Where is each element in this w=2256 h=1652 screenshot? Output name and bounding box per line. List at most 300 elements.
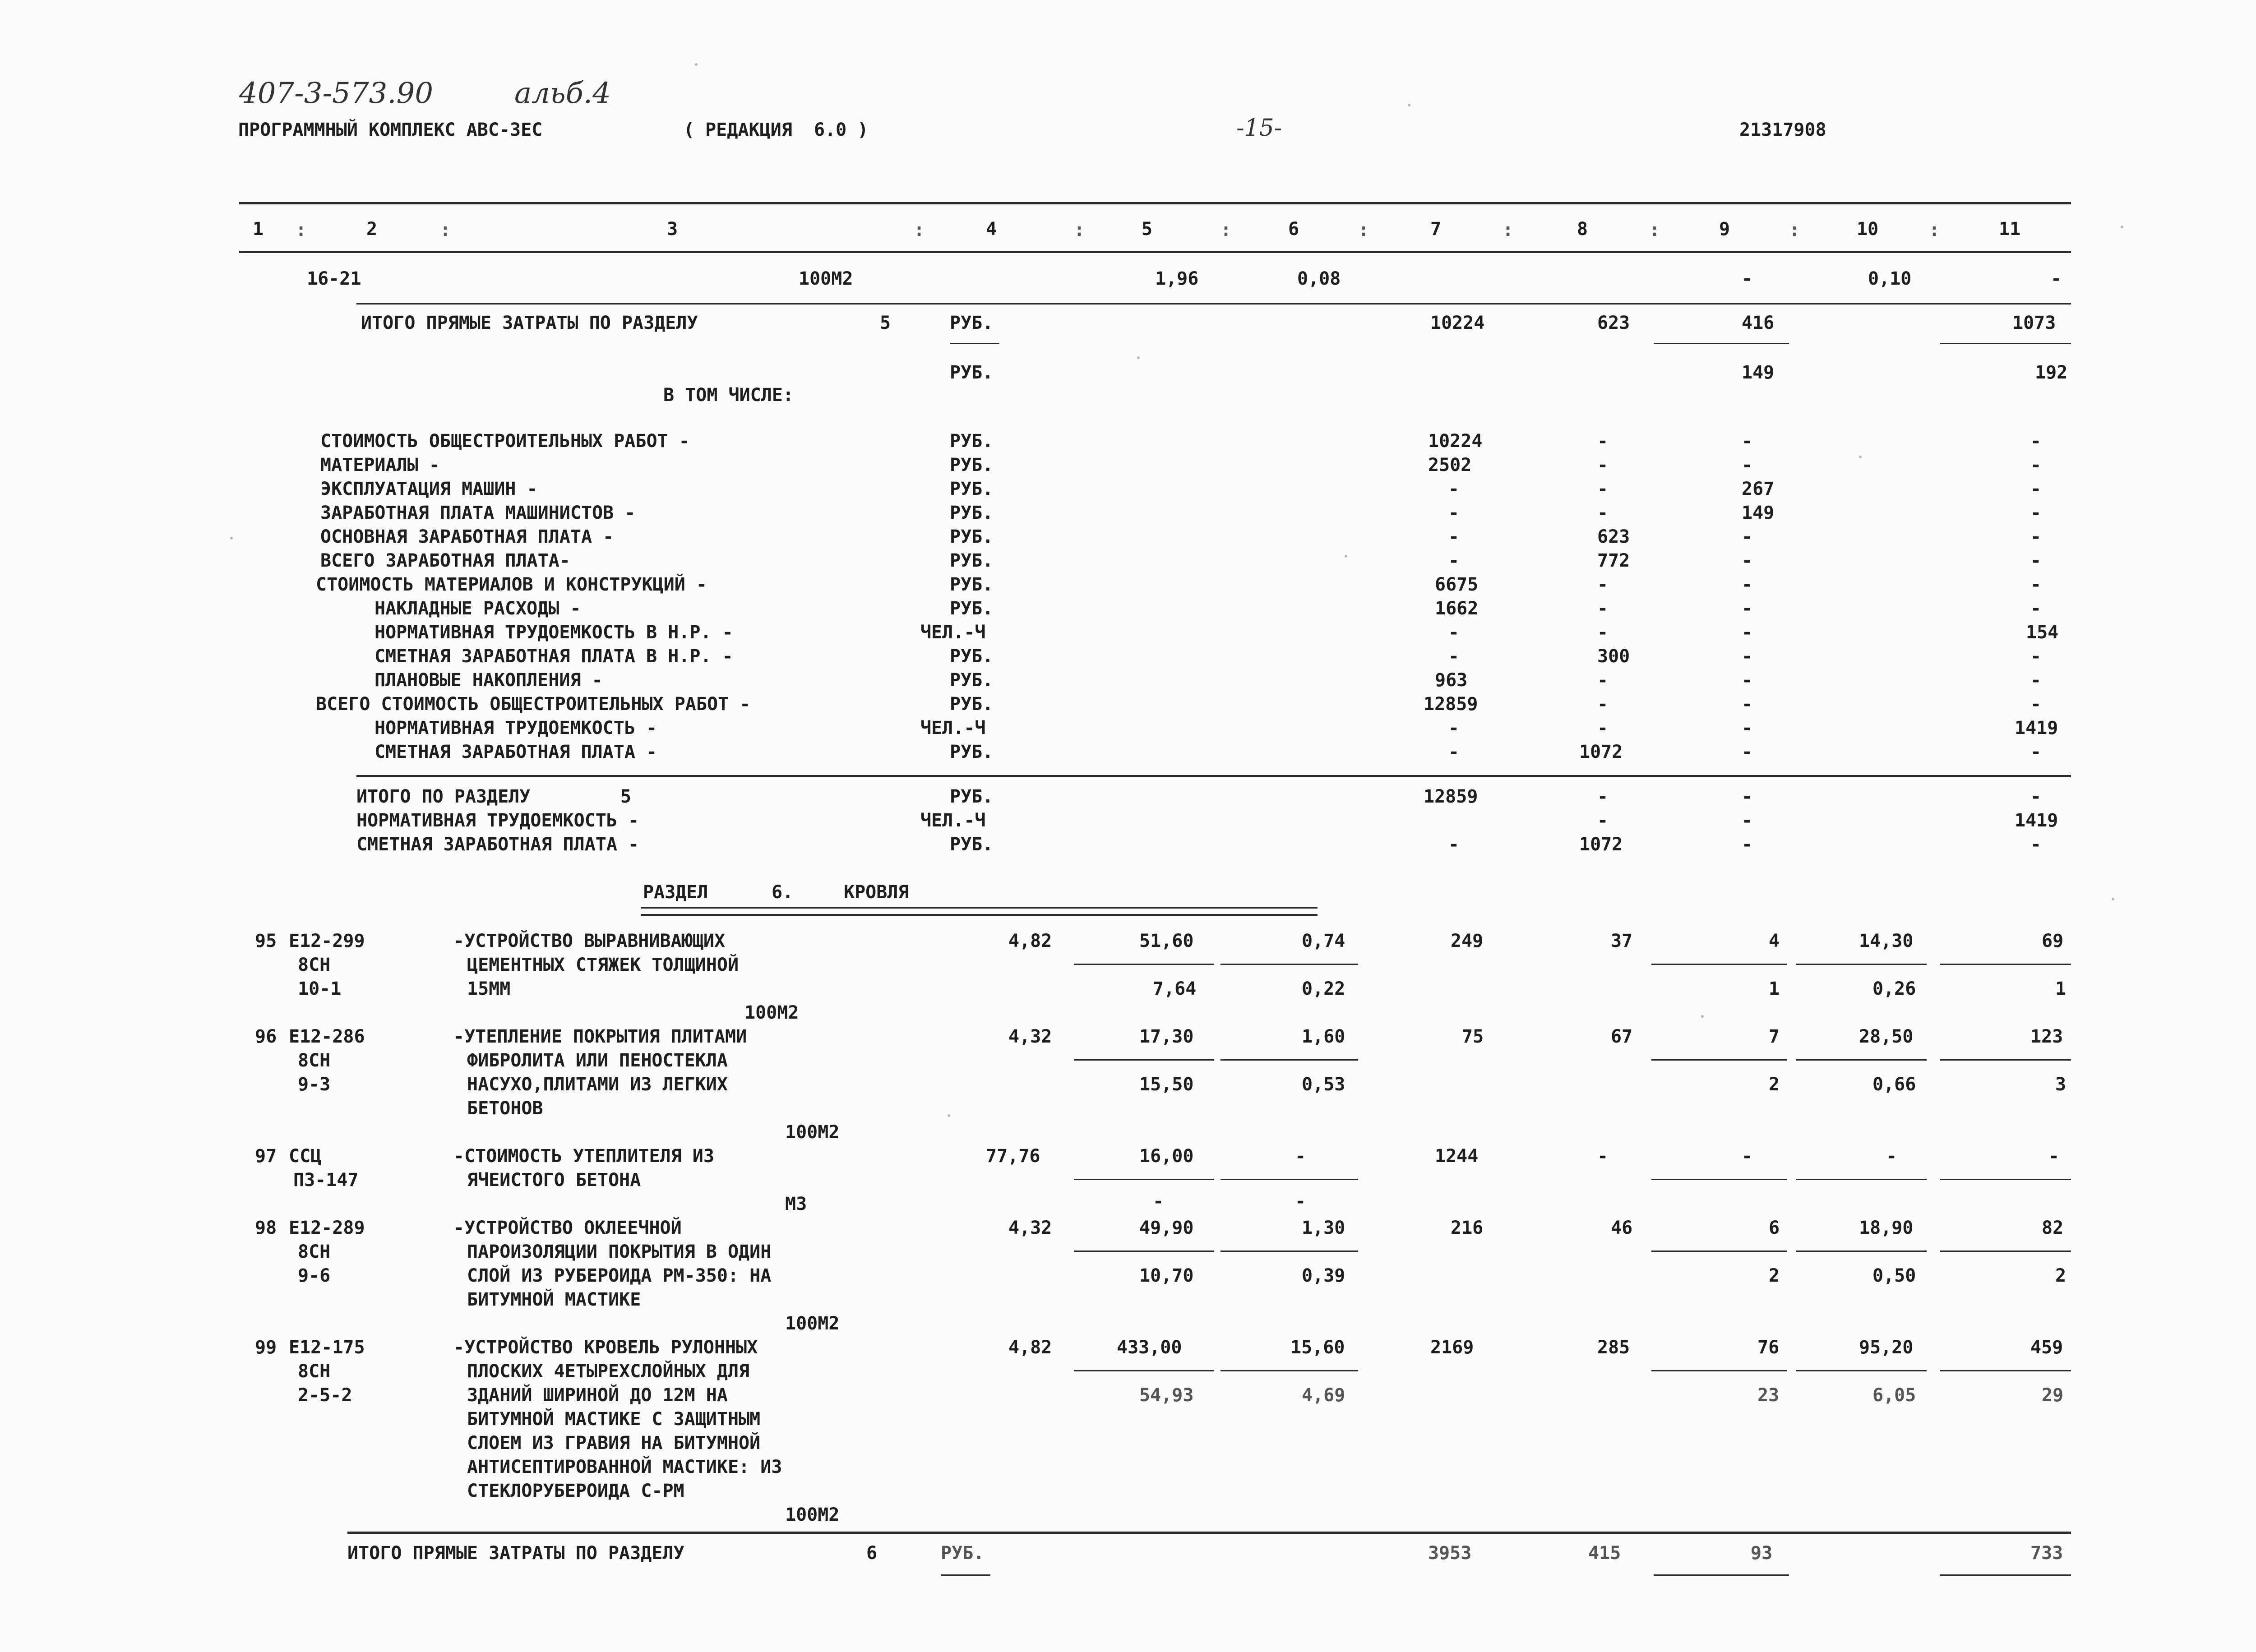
breakdown-label: ЗАРАБОТНАЯ ПЛАТА МАШИНИСТОВ - — [320, 503, 636, 523]
item-c9b: 2 — [1769, 1074, 1780, 1095]
item-unit: 100М2 — [785, 1122, 840, 1143]
final-label: ИТОГО ПО РАЗДЕЛУ — [356, 786, 531, 807]
breakdown-c9: - — [1742, 694, 1753, 715]
total-label: ИТОГО ПРЯМЫЕ ЗАТРАТЫ ПО РАЗДЕЛУ — [347, 1543, 684, 1564]
rule — [1796, 964, 1927, 965]
col-separators: : — [1929, 220, 1940, 240]
item-c11: 82 — [2042, 1218, 2064, 1238]
handwritten-project-code: 407-3-573.90 — [239, 77, 434, 110]
breakdown-c8: - — [1597, 622, 1609, 643]
item-c11: 69 — [2042, 931, 2064, 951]
breakdown-label: НОРМАТИВНАЯ ТРУДОЕМКОСТЬ - — [374, 718, 657, 738]
final-c9: - — [1742, 834, 1753, 855]
item-c5b: 7,64 — [1153, 978, 1197, 999]
item-c4: 4,32 — [1008, 1026, 1052, 1047]
item-desc: БИТУМНОЙ МАСТИКЕ — [467, 1289, 641, 1310]
item-number: 96 — [255, 1026, 277, 1047]
final-unit: РУБ. — [950, 786, 994, 807]
col-2: 2 — [366, 219, 378, 240]
col-5: 5 — [1142, 219, 1153, 240]
rule — [1220, 1059, 1358, 1061]
item-desc: -СТОИМОСТЬ УТЕПЛИТЕЛЯ ИЗ — [453, 1146, 714, 1167]
scan-speck — [1137, 356, 1140, 359]
breakdown-c9: 149 — [1742, 503, 1775, 523]
item-c10: 14,30 — [1859, 931, 1914, 951]
item-c6: 0,74 — [1302, 931, 1345, 951]
col-separators: : — [1220, 220, 1232, 240]
breakdown-c8: - — [1597, 455, 1609, 475]
breakdown-c7: 12859 — [1424, 694, 1478, 715]
double-underline — [641, 907, 1318, 916]
total-c7: 10224 — [1430, 313, 1485, 333]
item-c10b: 0,26 — [1872, 978, 1916, 999]
total-c7: 3953 — [1428, 1543, 1472, 1564]
breakdown-c11: 1419 — [2015, 718, 2058, 738]
total-label: ИТОГО ПРЯМЫЕ ЗАТРАТЫ ПО РАЗДЕЛУ — [361, 313, 698, 333]
item-c5: 433,00 — [1117, 1337, 1182, 1358]
carry-unit: 100М2 — [799, 268, 853, 289]
item-c4: 4,82 — [1008, 1337, 1052, 1358]
breakdown-c7: - — [1448, 646, 1460, 667]
breakdown-c11: - — [2030, 574, 2042, 595]
breakdown-c9: - — [1742, 646, 1753, 667]
col-10: 10 — [1857, 219, 1879, 240]
item-desc: СТЕКЛОРУБЕРОИДА С-РМ — [467, 1481, 684, 1501]
carry-c11: - — [2051, 268, 2062, 289]
item-c5: 51,60 — [1139, 931, 1194, 951]
rule — [1651, 1370, 1787, 1371]
breakdown-c9: - — [1742, 550, 1753, 571]
item-c4: 77,76 — [986, 1146, 1040, 1167]
item-c11b: 29 — [2042, 1385, 2064, 1406]
col-separators: : — [1502, 220, 1514, 240]
breakdown-c9: - — [1742, 622, 1753, 643]
breakdown-c9: - — [1742, 526, 1753, 547]
item-code-3: 9-3 — [298, 1074, 331, 1095]
final-c9: - — [1742, 786, 1753, 807]
item-c6b: 0,22 — [1302, 978, 1345, 999]
carry-code: 16-21 — [307, 268, 361, 289]
item-number: 97 — [255, 1146, 277, 1167]
item-code: Е12-286 — [289, 1026, 365, 1047]
item-desc: 15ММ — [467, 978, 511, 999]
rule — [1796, 1370, 1927, 1371]
breakdown-c8: - — [1597, 479, 1609, 499]
col-separators: : — [1074, 220, 1085, 240]
edition: ( РЕДАКЦИЯ 6.0 ) — [684, 120, 869, 140]
rule — [1940, 343, 2071, 344]
breakdown-label: ОСНОВНАЯ ЗАРАБОТНАЯ ПЛАТА - — [320, 526, 614, 547]
item-c5b: 54,93 — [1139, 1385, 1194, 1406]
breakdown-unit: РУБ. — [950, 479, 994, 499]
breakdown-c7: - — [1448, 526, 1460, 547]
total-unit: РУБ. — [941, 1543, 985, 1564]
breakdown-c7: - — [1448, 479, 1460, 499]
item-code: Е12-289 — [289, 1218, 365, 1238]
breakdown-c7: - — [1448, 550, 1460, 571]
rule — [1074, 1179, 1214, 1180]
col-4: 4 — [986, 219, 997, 240]
item-desc: НАСУХО,ПЛИТАМИ ИЗ ЛЕГКИХ — [467, 1074, 728, 1095]
item-code-2: П3-147 — [293, 1170, 359, 1191]
item-code-2: 8СН — [298, 1361, 331, 1382]
breakdown-label: МАТЕРИАЛЫ - — [320, 455, 440, 475]
total-c9b: 149 — [1742, 362, 1775, 383]
total-c8: 415 — [1588, 1543, 1621, 1564]
item-code: Е12-175 — [289, 1337, 365, 1358]
item-code: Е12-299 — [289, 931, 365, 951]
item-c8: 285 — [1597, 1337, 1630, 1358]
total-c8: 623 — [1597, 313, 1630, 333]
item-code-3: 9-6 — [298, 1265, 331, 1286]
rule — [356, 775, 2071, 777]
item-c11b: 3 — [2055, 1074, 2066, 1095]
rule — [1940, 964, 2071, 965]
final-c8: 1072 — [1579, 834, 1623, 855]
breakdown-label: СТОИМОСТЬ ОБЩЕСТРОИТЕЛЬНЫХ РАБОТ - — [320, 431, 690, 452]
final-unit: РУБ. — [950, 834, 994, 855]
breakdown-c11: - — [2030, 550, 2042, 571]
col-3: 3 — [667, 219, 678, 240]
scan-speck — [1701, 1015, 1704, 1018]
rule — [1220, 1370, 1358, 1371]
rule — [347, 1532, 2071, 1534]
breakdown-label: ВСЕГО СТОИМОСТЬ ОБЩЕСТРОИТЕЛЬНЫХ РАБОТ - — [316, 694, 751, 715]
breakdown-c7: - — [1448, 503, 1460, 523]
breakdown-c11: 154 — [2026, 622, 2059, 643]
final-c11: 1419 — [2015, 810, 2058, 831]
item-code-2: 8СН — [298, 1050, 331, 1071]
col-separators: : — [914, 220, 925, 240]
item-unit: М3 — [785, 1194, 807, 1214]
item-code-2: 8СН — [298, 1241, 331, 1262]
breakdown-c9: - — [1742, 718, 1753, 738]
total-c9: 93 — [1751, 1543, 1773, 1564]
item-c9: 4 — [1769, 931, 1780, 951]
item-c6: 1,30 — [1302, 1218, 1345, 1238]
item-c11: 123 — [2030, 1026, 2063, 1047]
final-c11: - — [2030, 786, 2042, 807]
breakdown-c7: 2502 — [1428, 455, 1472, 475]
rule — [1651, 1059, 1787, 1061]
breakdown-c8: 1072 — [1579, 742, 1623, 762]
item-desc: -УСТРОЙСТВО ОКЛЕЕЧНОЙ — [453, 1218, 682, 1238]
item-unit: 100М2 — [785, 1504, 840, 1525]
scan-speck — [1859, 456, 1862, 458]
final-num: 5 — [620, 786, 632, 807]
breakdown-c9: - — [1742, 670, 1753, 691]
rule — [1074, 1251, 1214, 1252]
final-c7: 12859 — [1424, 786, 1478, 807]
item-number: 98 — [255, 1218, 277, 1238]
scan-speck — [1345, 555, 1347, 558]
item-c10: 95,20 — [1859, 1337, 1914, 1358]
breakdown-label: ПЛАНОВЫЕ НАКОПЛЕНИЯ - — [374, 670, 603, 691]
breakdown-c7: 10224 — [1428, 431, 1483, 452]
rule — [1074, 964, 1214, 965]
item-c5b: 10,70 — [1139, 1265, 1194, 1286]
breakdown-c7: 6675 — [1435, 574, 1479, 595]
col-separators: : — [440, 220, 451, 240]
item-c10: - — [1886, 1146, 1897, 1167]
item-c8: 37 — [1611, 931, 1633, 951]
breakdown-c11: - — [2030, 694, 2042, 715]
item-c9: 7 — [1769, 1026, 1780, 1047]
breakdown-c8: - — [1597, 431, 1609, 452]
item-desc: -УСТРОЙСТВО ВЫРАВНИВАЮЩИХ — [453, 931, 726, 951]
item-c6: - — [1295, 1146, 1306, 1167]
item-c7: 216 — [1451, 1218, 1484, 1238]
final-c8: - — [1597, 810, 1609, 831]
total-section-num: 5 — [880, 313, 891, 333]
item-c6b: 0,39 — [1302, 1265, 1345, 1286]
rule — [1940, 1179, 2071, 1180]
rule — [1074, 1370, 1214, 1371]
item-c7: 75 — [1462, 1026, 1484, 1047]
item-desc: ПЛОСКИХ 4ЕТЫРЕХСЛОЙНЫХ ДЛЯ — [467, 1361, 750, 1382]
item-c5: 49,90 — [1139, 1218, 1194, 1238]
item-c9: 6 — [1769, 1218, 1780, 1238]
item-c7: 2169 — [1430, 1337, 1474, 1358]
item-c8: - — [1597, 1146, 1609, 1167]
item-c7: 249 — [1451, 931, 1484, 951]
scan-speck — [2121, 226, 2123, 228]
item-desc: ЗДАНИЙ ШИРИНОЙ ДО 12М НА — [467, 1385, 728, 1406]
breakdown-c7: 1662 — [1435, 598, 1479, 619]
col-separators: : — [1358, 220, 1369, 240]
breakdown-label: СТОИМОСТЬ МАТЕРИАЛОВ И КОНСТРУКЦИЙ - — [316, 574, 707, 595]
handwritten-album: альб.4 — [514, 77, 611, 110]
breakdown-c8: 623 — [1597, 526, 1630, 547]
item-code-2: 8СН — [298, 955, 331, 975]
item-code: ССЦ — [289, 1146, 322, 1167]
breakdown-c11: - — [2030, 598, 2042, 619]
total-c11: 733 — [2030, 1543, 2063, 1564]
breakdown-unit: РУБ. — [950, 574, 994, 595]
carry-c10: 0,10 — [1868, 268, 1912, 289]
section-name: КРОВЛЯ — [844, 882, 909, 903]
final-unit: ЧЕЛ.-Ч — [920, 810, 986, 831]
breakdown-c11: - — [2030, 455, 2042, 475]
scan-speck — [230, 537, 233, 540]
item-c6b: 0,53 — [1302, 1074, 1345, 1095]
breakdown-unit: РУБ. — [950, 526, 994, 547]
item-c11b: 1 — [2055, 978, 2066, 999]
rule — [1220, 1251, 1358, 1252]
item-c5: 17,30 — [1139, 1026, 1194, 1047]
breakdown-unit: РУБ. — [950, 694, 994, 715]
document-number: 21317908 — [1739, 120, 1826, 140]
breakdown-c8: - — [1597, 694, 1609, 715]
rule — [1074, 1059, 1214, 1061]
rule — [950, 343, 999, 344]
item-desc: ПАРОИЗОЛЯЦИИ ПОКРЫТИЯ В ОДИН — [467, 1241, 772, 1262]
item-c5: 16,00 — [1139, 1146, 1194, 1167]
breakdown-unit: РУБ. — [950, 550, 994, 571]
col-8: 8 — [1577, 219, 1588, 240]
final-c7: - — [1448, 834, 1460, 855]
item-desc: ЦЕМЕНТНЫХ СТЯЖЕК ТОЛЩИНОЙ — [467, 955, 739, 975]
breakdown-c9: - — [1742, 598, 1753, 619]
scan-speck — [1408, 104, 1410, 106]
rule — [1940, 1059, 2071, 1061]
breakdown-unit: РУБ. — [950, 455, 994, 475]
breakdown-c11: - — [2030, 670, 2042, 691]
rule — [1796, 1059, 1927, 1061]
item-c9b: 23 — [1757, 1385, 1780, 1406]
breakdown-c7: 963 — [1435, 670, 1468, 691]
breakdown-unit: РУБ. — [950, 670, 994, 691]
rule — [1796, 1251, 1927, 1252]
carry-c5: 1,96 — [1155, 268, 1199, 289]
breakdown-c8: 300 — [1597, 646, 1630, 667]
breakdown-c9: - — [1742, 574, 1753, 595]
item-c6: 1,60 — [1302, 1026, 1345, 1047]
item-number: 95 — [255, 931, 277, 951]
col-1: 1 — [253, 219, 264, 240]
item-code-3: 2-5-2 — [298, 1385, 352, 1406]
total-c9: 416 — [1742, 313, 1775, 333]
rule — [1651, 1179, 1787, 1180]
rule — [1654, 343, 1789, 344]
item-c8: 67 — [1611, 1026, 1633, 1047]
rule — [1651, 964, 1787, 965]
final-c9: - — [1742, 810, 1753, 831]
breakdown-unit: РУБ. — [950, 431, 994, 452]
breakdown-c11: - — [2030, 742, 2042, 762]
item-c10: 18,90 — [1859, 1218, 1914, 1238]
total-c11: 1073 — [2012, 313, 2056, 333]
item-number: 99 — [255, 1337, 277, 1358]
final-label: СМЕТНАЯ ЗАРАБОТНАЯ ПЛАТА - — [356, 834, 639, 855]
item-c10: 28,50 — [1859, 1026, 1914, 1047]
breakdown-label: СМЕТНАЯ ЗАРАБОТНАЯ ПЛАТА - — [374, 742, 657, 762]
breakdown-c11: - — [2030, 479, 2042, 499]
breakdown-unit: РУБ. — [950, 503, 994, 523]
breakdown-label: ЭКСПЛУАТАЦИЯ МАШИН - — [320, 479, 538, 499]
col-9: 9 — [1719, 219, 1730, 240]
rule — [1220, 964, 1358, 965]
breakdown-c11: - — [2030, 526, 2042, 547]
item-code-3: 10-1 — [298, 978, 342, 999]
breakdown-unit: РУБ. — [950, 646, 994, 667]
item-c9: - — [1742, 1146, 1753, 1167]
scan-speck — [695, 63, 698, 66]
item-c11: - — [2048, 1146, 2060, 1167]
breakdown-c11: - — [2030, 431, 2042, 452]
col-separators: : — [1649, 220, 1660, 240]
item-c10b: 0,66 — [1872, 1074, 1916, 1095]
breakdown-unit: ЧЕЛ.-Ч — [920, 718, 986, 738]
breakdown-unit: ЧЕЛ.-Ч — [920, 622, 986, 643]
breakdown-c7: - — [1448, 718, 1460, 738]
handwritten-page-number: -15- — [1236, 115, 1282, 142]
item-c6: 15,60 — [1290, 1337, 1345, 1358]
item-c9: 76 — [1757, 1337, 1780, 1358]
item-c10b: 6,05 — [1872, 1385, 1916, 1406]
breakdown-label: СМЕТНАЯ ЗАРАБОТНАЯ ПЛАТА В Н.Р. - — [374, 646, 733, 667]
breakdown-c11: - — [2030, 646, 2042, 667]
breakdown-c7: - — [1448, 622, 1460, 643]
item-c6b: - — [1295, 1191, 1306, 1212]
including-label: В ТОМ ЧИСЛЕ: — [663, 385, 794, 406]
total-c11b: 192 — [2035, 362, 2068, 383]
breakdown-c8: - — [1597, 718, 1609, 738]
col-11: 11 — [1999, 219, 2021, 240]
breakdown-label: НОРМАТИВНАЯ ТРУДОЕМКОСТЬ В Н.Р. - — [374, 622, 733, 643]
item-desc: БЕТОНОВ — [467, 1098, 543, 1119]
item-c4: 4,82 — [1008, 931, 1052, 951]
item-desc: СЛОЙ ИЗ РУБЕРОИДА РМ-350: НА — [467, 1265, 772, 1286]
breakdown-c9: - — [1742, 742, 1753, 762]
final-label: НОРМАТИВНАЯ ТРУДОЕМКОСТЬ - — [356, 810, 639, 831]
scan-speck — [2112, 898, 2114, 900]
breakdown-c11: - — [2030, 503, 2042, 523]
item-c9b: 2 — [1769, 1265, 1780, 1286]
item-c5b: - — [1153, 1191, 1164, 1212]
col-7: 7 — [1430, 219, 1442, 240]
rule — [1940, 1251, 2071, 1252]
item-desc: СЛОЕМ ИЗ ГРАВИЯ НА БИТУМНОЙ — [467, 1433, 761, 1454]
breakdown-c9: - — [1742, 431, 1753, 452]
rule — [941, 1574, 990, 1576]
breakdown-c7: - — [1448, 742, 1460, 762]
item-desc: БИТУМНОЙ МАСТИКЕ С ЗАЩИТНЫМ — [467, 1409, 761, 1430]
breakdown-c9: - — [1742, 455, 1753, 475]
item-c5b: 15,50 — [1139, 1074, 1194, 1095]
breakdown-c8: 772 — [1597, 550, 1630, 571]
item-c4: 4,32 — [1008, 1218, 1052, 1238]
item-desc: -УТЕПЛЕНИЕ ПОКРЫТИЯ ПЛИТАМИ — [453, 1026, 747, 1047]
final-c8: - — [1597, 786, 1609, 807]
col-6: 6 — [1288, 219, 1299, 240]
rule — [1940, 1370, 2071, 1371]
rule — [1220, 1179, 1358, 1180]
item-c11: 459 — [2030, 1337, 2063, 1358]
rule — [356, 303, 2071, 305]
rule — [1651, 1251, 1787, 1252]
carry-c6: 0,08 — [1297, 268, 1341, 289]
item-desc: АНТИСЕПТИРОВАННОЙ МАСТИКЕ: ИЗ — [467, 1457, 782, 1477]
final-c11: - — [2030, 834, 2042, 855]
total-unit-2: РУБ. — [950, 362, 994, 383]
breakdown-c8: - — [1597, 503, 1609, 523]
rule — [1796, 1179, 1927, 1180]
item-c11b: 2 — [2055, 1265, 2066, 1286]
breakdown-label: НАКЛАДНЫЕ РАСХОДЫ - — [374, 598, 581, 619]
rule — [1654, 1574, 1789, 1576]
header-bottom-rule — [239, 251, 2071, 253]
program-name: ПРОГРАММНЫЙ КОМПЛЕКС АВС-3ЕС — [238, 120, 543, 140]
scan-speck — [948, 1114, 950, 1117]
breakdown-unit: РУБ. — [950, 598, 994, 619]
breakdown-c8: - — [1597, 670, 1609, 691]
col-separators: : — [1789, 220, 1800, 240]
item-desc: -УСТРОЙСТВО КРОВЕЛЬ РУЛОННЫХ — [453, 1337, 758, 1358]
total-section-num: 6 — [866, 1543, 878, 1564]
item-c7: 1244 — [1435, 1146, 1479, 1167]
item-unit: 100М2 — [785, 1313, 840, 1334]
col-separators: : — [296, 220, 307, 240]
total-unit: РУБ. — [950, 313, 994, 333]
item-c8: 46 — [1611, 1218, 1633, 1238]
breakdown-c9: 267 — [1742, 479, 1775, 499]
item-c9b: 1 — [1769, 978, 1780, 999]
rule — [1940, 1574, 2071, 1576]
breakdown-label: ВСЕГО ЗАРАБОТНАЯ ПЛАТА- — [320, 550, 570, 571]
breakdown-c8: - — [1597, 598, 1609, 619]
item-c6b: 4,69 — [1302, 1385, 1345, 1406]
